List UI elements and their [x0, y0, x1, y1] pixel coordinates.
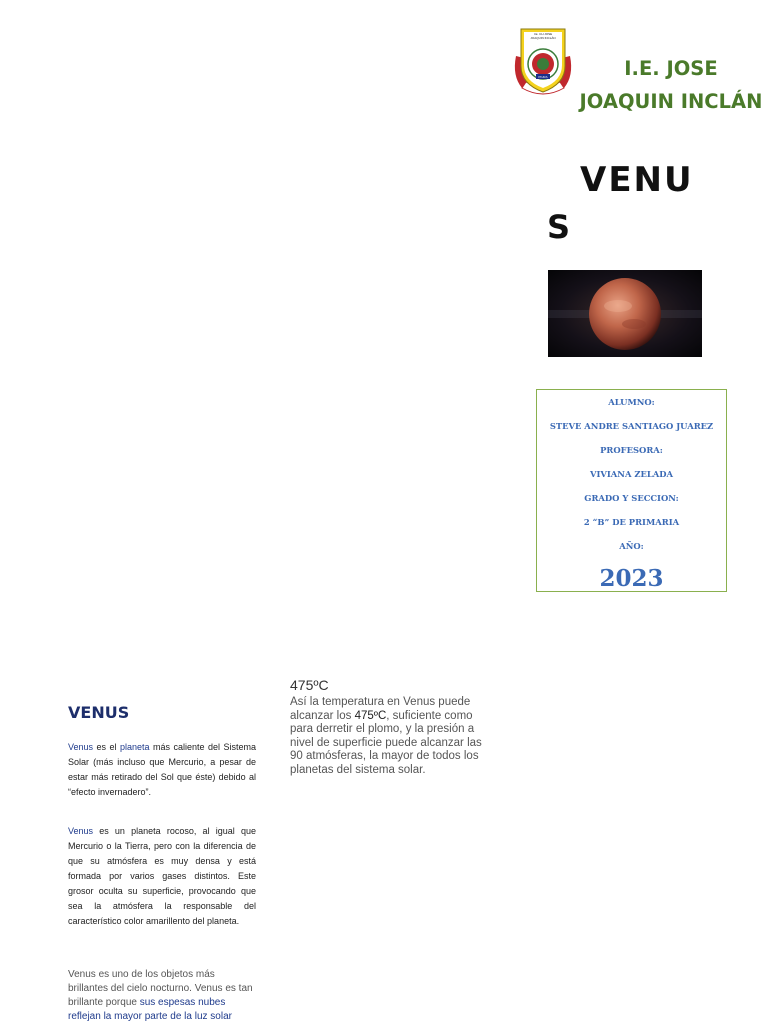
- page-title-line-1: VENU: [580, 160, 694, 200]
- paragraph-hottest-planet: [68, 740, 256, 800]
- paragraph-text: es un planeta rocoso, al igual que Mercurio o la Tierra, pero con la diferencia de que su atmósfera es muy densa y está formada por varios gases distintos. Este grosor oculta su superficie, provocando que sea la atmósfera la responsable del característico color amarillento del planeta.: [68, 826, 256, 926]
- school-name: I.E. JOSE JOAQUIN INCLÁN: [579, 57, 763, 113]
- paragraph-text: es el: [93, 742, 120, 752]
- temperature-value: 475ºC: [354, 709, 387, 722]
- profesora-value: VIVIANA ZELADA: [589, 469, 674, 479]
- venus-link[interactable]: Venus: [68, 826, 94, 836]
- alumno-value: STEVE ANDRE SANTIAGO JUAREZ: [549, 421, 714, 431]
- clouds-link[interactable]: sus espesas nubes reflejan la mayor parte de la luz solar: [68, 997, 232, 1022]
- venus-link[interactable]: Venus: [68, 742, 94, 752]
- venus-planet-image: [548, 270, 702, 357]
- temperature-paragraph: [290, 696, 482, 777]
- section-heading-venus: VENUS: [68, 703, 130, 722]
- profesora-label: PROFESORA:: [600, 445, 663, 455]
- paragraph-rocky-planet: [68, 824, 256, 929]
- logo-text-bottom: PIURA: [538, 75, 548, 79]
- page-title-line-2: S: [547, 208, 571, 246]
- paragraph-text: , suficiente como para derretir el plomo, y la presión a nivel de superficie puede alcanzar las 90 atmósferas, la mayor de todos los planetas del sistema solar.: [290, 709, 482, 776]
- planeta-link[interactable]: planeta: [120, 742, 150, 752]
- paragraph-text: más caliente del Sistema Solar (más incluso que Mercurio, a pesar de estar más retirado del Sol que éste) debido al “efecto invernadero”.: [68, 742, 257, 797]
- grado-value: 2 “B” DE PRIMARIA: [583, 517, 680, 527]
- school-crest-icon: [512, 26, 574, 98]
- temperature-heading: 475ºC: [290, 677, 329, 693]
- anio-value: 2023: [599, 565, 664, 592]
- alumno-label: ALUMNO:: [608, 397, 655, 407]
- student-info-box: [536, 389, 727, 592]
- grado-label: GRADO Y SECCION:: [584, 493, 679, 503]
- logo-text-top: I.E. CH JOSE JOAQUIN INCLÁN: [530, 32, 556, 40]
- paragraph-text: Venus es uno de los objetos más brillantes del cielo nocturno. Venus es tan brillante porque: [68, 969, 253, 1008]
- paragraph-brightness: [68, 968, 256, 1024]
- paragraph-text: Así la temperatura en Venus puede alcanzar los: [290, 696, 471, 722]
- anio-label: AÑO:: [619, 541, 644, 551]
